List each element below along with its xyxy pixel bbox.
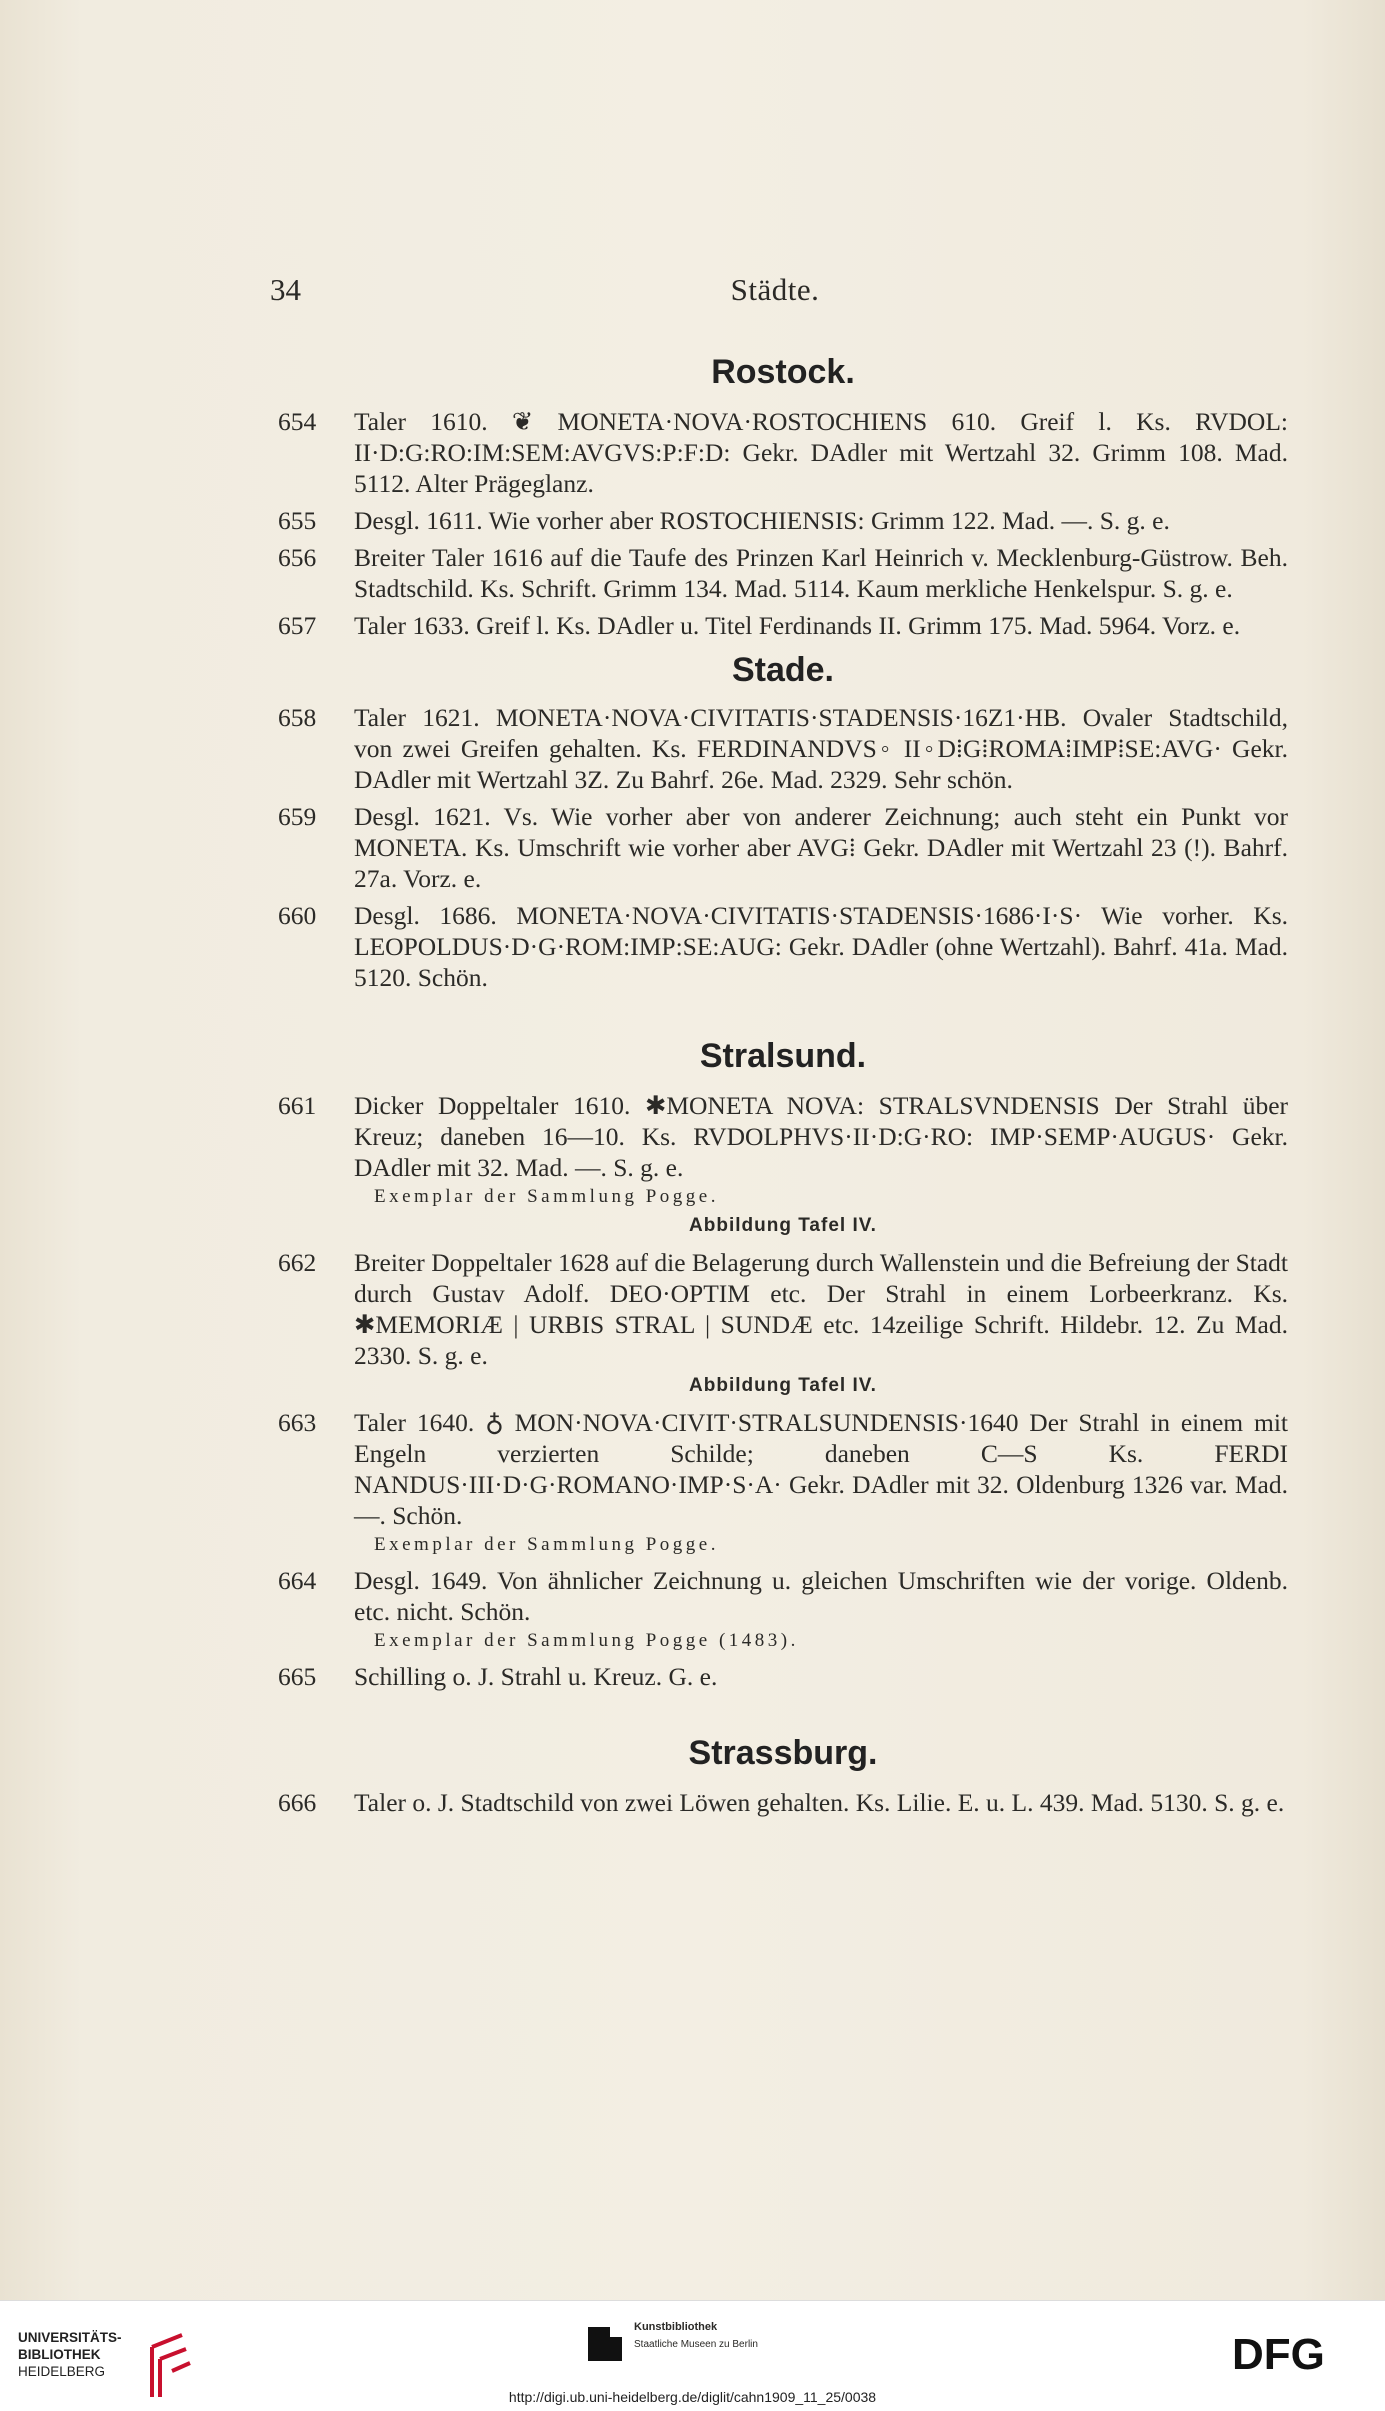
- ub-line-3: HEIDELBERG: [18, 2364, 106, 2379]
- catalog-entry: [278, 900, 1288, 993]
- running-title: Städte.: [730, 272, 820, 307]
- kunstbibliothek-mark-icon: [588, 2327, 622, 2361]
- page-header: [270, 272, 1280, 322]
- catalog-entry: [278, 801, 1288, 894]
- entry-number: 659: [278, 802, 317, 831]
- plate-caption: Abbildung Tafel IV.: [689, 1215, 877, 1236]
- entry-number: 663: [278, 1408, 317, 1437]
- entry-text: Breiter Taler 1616 auf die Taufe des Prinzen Karl Heinrich v. Mecklenburg-Güstrow. Beh. Stadtschild. Ks. Schrift. Grimm 134. Mad. 5114. Kaum merkliche Henkelspur. S. g. e.: [354, 543, 1288, 603]
- dfg-text: DFG: [1232, 2331, 1325, 2375]
- entry-number: 661: [278, 1091, 317, 1120]
- entry-text: Taler 1621. MONETA·NOVA·CIVITATIS·STADENSIS·16Z1·HB. Ovaler Stadtschild, von zwei Greifen gehalten. Ks. FERDINANDVS◦ II◦D⁞G⁞ROMA⁞IMP⁞SE:AVG· Gekr. DAdler mit Wertzahl 3Z. Zu Bahrf. 26e. Mad. 2329. Sehr schön.: [354, 703, 1288, 794]
- ub-line-1: UNIVERSITÄTS-: [18, 2330, 122, 2345]
- catalog-entry: [278, 702, 1288, 795]
- catalog-entry: [278, 1787, 1288, 1818]
- plate-caption: Abbildung Tafel IV.: [689, 1375, 877, 1396]
- entry-text: Desgl. 1649. Von ähnlicher Zeichnung u. gleichen Umschriften wie der vorige. Oldenb. etc. nicht. Schön.: [354, 1566, 1288, 1626]
- page-number: 34: [270, 272, 301, 307]
- entry-text: Taler 1640. ♁ MON·NOVA·CIVIT·STRALSUNDENSIS·1640 Der Strahl in einem mit Engeln verzierten Schilde; daneben C—S Ks. FERDI NANDUS·III·D·G·ROMANO·IMP·S·A· Gekr. DAdler mit 32. Oldenburg 1326 var. Mad. —. Schön.: [354, 1408, 1288, 1530]
- entry-text: Breiter Doppeltaler 1628 auf die Belagerung durch Wallenstein und die Befreiung der Stadt durch Gustav Adolf. DEO·OPTIM etc. Der Strahl in einem Lorbeerkranz. Ks. ✱MEMORIÆ | URBIS STRAL | SUNDÆ etc. 14zeilige Schrift. Hildebr. 12. Zu Mad. 2330. S. g. e.: [354, 1248, 1288, 1370]
- page-url[interactable]: http://digi.ub.uni-heidelberg.de/diglit/cahn1909_11_25/0038: [508, 2389, 877, 2405]
- entry-text: Desgl. 1611. Wie vorher aber ROSTOCHIENSIS: Grimm 122. Mad. —. S. g. e.: [354, 506, 1170, 535]
- entry-number: 665: [278, 1662, 317, 1691]
- kb-line-2: Staatliche Museen zu Berlin: [634, 2339, 758, 2350]
- section-heading-rostock: Rostock.: [711, 353, 855, 391]
- catalog-entry: [278, 1565, 1288, 1655]
- section-heading-stade: Stade.: [731, 651, 835, 689]
- catalog-entry: [278, 1407, 1288, 1559]
- kunstbibliothek-wordmark: [634, 2321, 758, 2350]
- entry-number: 655: [278, 506, 317, 535]
- entry-number: 657: [278, 611, 317, 640]
- entry-number: 656: [278, 543, 317, 572]
- dfg-logo[interactable]: [1232, 2331, 1362, 2380]
- entry-number: 654: [278, 407, 317, 436]
- entry-text: Dicker Doppeltaler 1610. ✱MONETA NOVA: STRALSVNDENSIS Der Strahl über Kreuz; daneben 16—10. Ks. RVDOLPHVS·II·D:G·RO: IMP·SEMP·AUGUS· Gekr. DAdler mit 32. Mad. —. S. g. e.: [354, 1091, 1288, 1182]
- catalog-entry: [278, 1247, 1288, 1401]
- entry-number: 666: [278, 1788, 317, 1817]
- dfg-wordmark-icon: [1232, 2331, 1362, 2375]
- provenance-note: Exemplar der Sammlung Pogge.: [374, 1534, 719, 1555]
- entry-text: Taler 1633. Greif l. Ks. DAdler u. Titel Ferdinands II. Grimm 175. Mad. 5964. Vorz. e.: [354, 611, 1241, 640]
- catalog-entry: [278, 542, 1288, 604]
- ub-line-2: BIBLIOTHEK: [18, 2347, 101, 2362]
- entry-text: Desgl. 1686. MONETA·NOVA·CIVITATIS·STADENSIS·1686·I·S· Wie vorher. Ks. LEOPOLDUS·D·G·ROM:IMP:SE:AUG: Gekr. DAdler (ohne Wertzahl). Bahrf. 41a. Mad. 5120. Schön.: [354, 901, 1288, 992]
- catalog-entry: [278, 505, 1288, 536]
- catalog-entry: [278, 1090, 1288, 1241]
- entry-number: 660: [278, 901, 317, 930]
- entry-number: 658: [278, 703, 317, 732]
- entry-text: Taler 1610. ❦ MONETA·NOVA·ROSTOCHIENS 610. Greif l. Ks. RVDOL: II·D:G:RO:IM:SEM:AVGVS:P:F:D: Gekr. DAdler mit Wertzahl 32. Grimm 108. Mad. 5112. Alter Prägeglanz.: [354, 407, 1288, 498]
- entry-text: Schilling o. J. Strahl u. Kreuz. G. e.: [354, 1662, 718, 1691]
- entry-number: 662: [278, 1248, 317, 1277]
- kb-line-1: Kunstbibliothek: [634, 2321, 718, 2333]
- section-heading-strassburg: Strassburg.: [688, 1734, 878, 1772]
- catalog-entry: [278, 406, 1288, 499]
- section-heading-stralsund: Stralsund.: [699, 1037, 867, 1075]
- catalog-body: [278, 345, 1288, 1818]
- provenance-note: Exemplar der Sammlung Pogge.: [374, 1186, 719, 1207]
- entry-number: 664: [278, 1566, 317, 1595]
- catalog-entry: [278, 1661, 1288, 1692]
- entry-text: Desgl. 1621. Vs. Wie vorher aber von anderer Zeichnung; auch steht ein Punkt vor MONETA. Ks. Umschrift wie vorher aber AVG⁞ Gekr. DAdler mit Wertzahl 23 (!). Bahrf. 27a. Vorz. e.: [354, 802, 1288, 893]
- provenance-note: Exemplar der Sammlung Pogge (1483).: [374, 1630, 799, 1651]
- entry-text: Taler o. J. Stadtschild von zwei Löwen gehalten. Ks. Lilie. E. u. L. 439. Mad. 5130. S. g. e.: [354, 1788, 1285, 1817]
- viewer-footer: [0, 2300, 1385, 2411]
- catalog-entry: [278, 610, 1288, 641]
